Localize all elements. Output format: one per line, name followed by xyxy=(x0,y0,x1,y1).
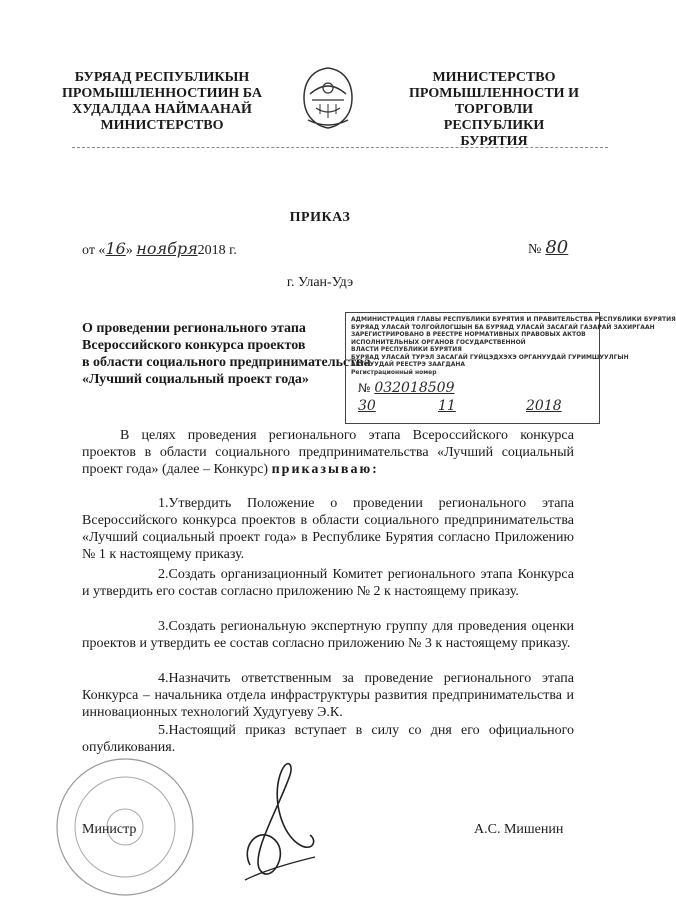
stamp-line: ЗАРЕГИСТРИРОВАНО В РЕЕСТРЕ НОРМАТИВНЫХ ПРАВОВЫХ АКТОВ xyxy=(351,331,586,338)
order-number xyxy=(528,237,568,258)
subject-line: «Лучший социальный проект года» xyxy=(82,372,309,387)
date-day: 16 xyxy=(105,239,126,258)
signatory-name: А.С. Мишенин xyxy=(474,822,564,837)
item-number: 5. xyxy=(158,723,169,738)
item-text: Создать организационный Комитет регионального этапа Конкурса и утвердить его состав согласно приложению № 2 к настоящему приказу. xyxy=(82,567,574,599)
item-number: 3. xyxy=(158,619,169,634)
republic-emblem-icon xyxy=(298,64,358,130)
item-text: Настоящий приказ вступает в силу со дня его официального опубликования. xyxy=(82,723,574,755)
stamp-date-month: 11 xyxy=(438,398,456,414)
order-item xyxy=(82,566,574,600)
item-text: Утвердить Положение о проведении регионального этапа Всероссийского конкурса проектов в области социального предпринимательства «Лучший социальный проект года» в Республике Бурятия согласно Приложению № 1 к настоящему приказу. xyxy=(82,496,574,562)
command-word: приказываю: xyxy=(271,462,379,477)
stamp-line: АДМИНИСТРАЦИЯ ГЛАВЫ РЕСПУБЛИКИ БУРЯТИЯ И ПРАВИТЕЛЬСТВА РЕСПУБЛИКИ БУРЯТИЯ xyxy=(351,316,676,323)
subject-line: Всероссийского конкурса проектов xyxy=(82,338,306,353)
stamp-line: ИСПОЛНИТЕЛЬНЫХ ОРГАНОВ ГОСУДАРСТВЕННОЙ xyxy=(351,338,526,346)
stamp-line: Регистрационный номер xyxy=(351,368,437,376)
stamp-line: БУРЯАД УЛАСАЙ ТУРЭЛ ЗАСАГАЙ ГУЙЦЭДХЭХЭ ОРГАНУУДАЙ ГУРИМШУУЛГЫН xyxy=(351,353,629,361)
date-middle: » xyxy=(125,243,137,258)
header-left-line: БУРЯАД РЕСПУБЛИКЫН xyxy=(74,70,250,85)
registration-stamp xyxy=(345,312,676,424)
stamp-line: БУРЯАД УЛАСАЙ ТОЛГОЙЛОГШЫН БА БУРЯАД УЛАСАЙ ЗАСАГАЙ ГАЗАРАЙ ЗАХИРГААН xyxy=(351,323,655,331)
header-right-line: ТОРГОВЛИ РЕСПУБЛИКИ xyxy=(443,102,545,133)
order-item xyxy=(82,495,574,563)
stamp-date xyxy=(358,398,588,414)
ministry-name-russian xyxy=(404,70,584,150)
number-value: 80 xyxy=(545,237,569,258)
ministry-name-buryat xyxy=(62,70,262,134)
signatory-title: Министр xyxy=(82,822,137,837)
number-prefix: № xyxy=(528,242,542,257)
header-right-line: ПРОМЫШЛЕННОСТИ И xyxy=(409,86,579,101)
document-type: ПРИКАЗ xyxy=(289,210,351,225)
stamp-line: АКТНУУДАЙ РЕЕСТРЭ ЗААГДАНА xyxy=(351,361,466,368)
item-number: 1. xyxy=(158,496,169,511)
header-divider xyxy=(72,147,608,148)
order-item xyxy=(82,670,574,721)
city: г. Улан-Удэ xyxy=(286,275,354,290)
order-date xyxy=(82,239,237,259)
item-number: 2. xyxy=(158,567,169,582)
item-number: 4. xyxy=(158,671,169,686)
preamble xyxy=(82,427,574,478)
item-text: Создать региональную экспертную группу для проведения оценки проектов и утвердить ее состав согласно приложению № 3 к настоящему приказу. xyxy=(82,619,574,651)
header-left-line: ХУДАЛДАА НАЙМААНАЙ xyxy=(72,102,252,117)
subject-line: О проведении регионального этапа xyxy=(82,321,306,336)
signature-icon xyxy=(220,745,330,895)
date-year: 2018 г. xyxy=(197,243,237,258)
stamp-date-day: 30 xyxy=(358,398,376,414)
header-left-line: ПРОМЫШЛЕННОСТИИН БА xyxy=(62,86,262,101)
stamp-reg-prefix: № xyxy=(358,381,371,395)
date-prefix: от « xyxy=(82,243,106,258)
subject-line: в области социального предпринимательства xyxy=(82,355,371,370)
order-item xyxy=(82,618,574,652)
header-right-line: БУРЯТИЯ xyxy=(460,134,528,149)
stamp-reg-number xyxy=(358,380,455,396)
stamp-line: ВЛАСТИ РЕСПУБЛИКИ БУРЯТИЯ xyxy=(351,346,462,353)
order-subject xyxy=(82,320,382,388)
date-month: ноября xyxy=(136,239,198,258)
stamp-date-year: 2018 xyxy=(526,398,562,414)
item-text: Назначить ответственным за проведение регионального этапа Конкурса – начальника отдела инфраструктуры развития предпринимательства и инновационных технологий Худугуеву Э.К. xyxy=(82,671,574,720)
header-left-line: МИНИСТЕРСТВО xyxy=(100,118,224,133)
preamble-text: В целях проведения регионального этапа Всероссийского конкурса проектов в области социального предпринимательства «Лучший социальный проект года» (далее – Конкурс) xyxy=(82,428,574,477)
stamp-reg-value: 032018509 xyxy=(374,380,455,396)
header-right-line: МИНИСТЕРСТВО xyxy=(432,70,556,85)
